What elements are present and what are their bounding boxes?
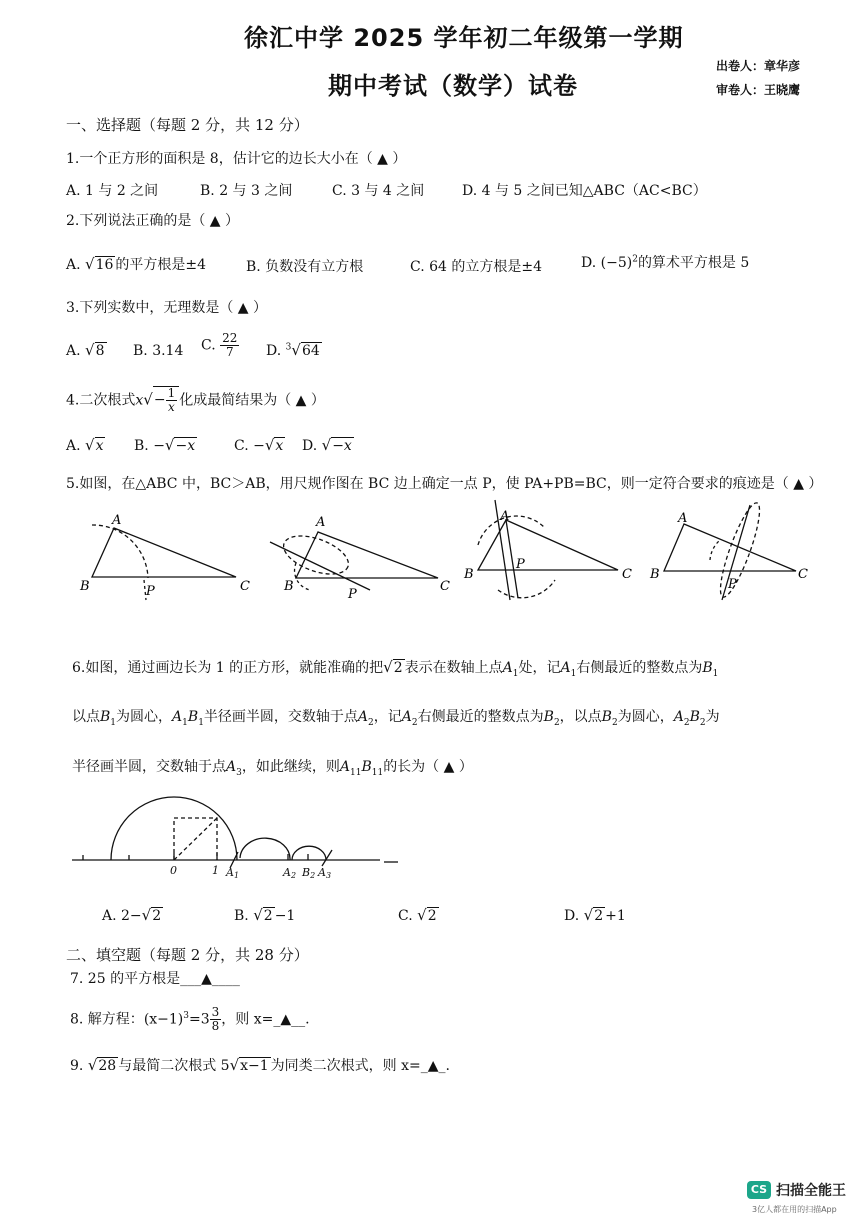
q3-option-d: D. $^3$√64	[266, 341, 320, 359]
q3-option-c: C. $\frac{22}{7}$	[201, 331, 238, 359]
q9-stem: 9. √28 与最简二次根式 5√x−1 为同类二次根式，则 x=_▲_.	[70, 1056, 450, 1074]
exam-title-line2: 期中考试（数学）试卷	[328, 72, 578, 100]
section1-title: 一、选择题（每题 2 分，共 12 分）	[66, 116, 309, 134]
camscanner-name: 扫描全能王	[776, 1183, 846, 1199]
q5-fig3-label-a: A	[500, 509, 510, 524]
q7-stem: 7. 25 的平方根是___▲____	[70, 971, 240, 987]
q6-option-d: D. √2 +1	[564, 906, 626, 924]
q5-fig2-label-c: C	[440, 579, 450, 594]
q8-stem: 8. 解方程：$(x-1)^3=3$ $\frac{3}{8}$ ，则 x=_▲__.	[70, 1005, 310, 1033]
q5-fig3-label-p: P	[516, 557, 525, 572]
q4-option-a: A. √x	[66, 436, 104, 454]
q2-option-b: B. 负数没有立方根	[246, 259, 364, 275]
q3-stem: 3.下列实数中，无理数是（ ▲ ）	[66, 300, 268, 316]
q5-fig3-label-b: B	[464, 567, 474, 582]
q5-fig2-label-a: A	[316, 515, 326, 530]
q5-fig4-label-a: A	[678, 511, 688, 526]
q5-fig4-label-p: P	[728, 577, 737, 592]
q5-fig4-label-c: C	[798, 567, 808, 582]
q4-stem: 4.二次根式x√− $\frac{1}{x}$ 化成最简结果为（ ▲ ）	[66, 386, 325, 414]
camscanner-logo-icon: CS	[747, 1181, 771, 1199]
q4-option-b: B. −√−x	[134, 436, 196, 454]
q5-fig2-label-p: P	[348, 587, 357, 602]
q1-option-d: D. 4 与 5 之间已知△ABC（AC<BC）	[462, 183, 707, 199]
q6-line1: 6.如图，通过画边长为 1 的正方形，就能准确的把√2 表示在数轴上点$A_1$处，记$A_1$右侧最近的整数点为$B_1$	[72, 658, 719, 679]
section2-title: 二、填空题（每题 2 分，共 28 分）	[66, 946, 309, 964]
q3-option-b: B. 3.14	[133, 343, 184, 359]
q4-option-c: C. −√x	[234, 436, 284, 454]
q6-line3: 半径画半圆，交数轴于点$A_3$，如此继续，则$A_{11}B_{11}$的长为（ ▲ ）	[72, 759, 473, 778]
q3-option-a: A. √8	[66, 341, 105, 359]
q2-option-a: A. √16 的平方根是±4	[66, 255, 207, 273]
q6-label-b2: B2	[302, 866, 316, 880]
camscanner-tagline: 3亿人都在用的扫描App	[752, 1205, 837, 1214]
q5-fig3-label-c: C	[622, 567, 632, 582]
q5-fig4-label-b: B	[650, 567, 660, 582]
q6-semicircle-3	[292, 846, 326, 860]
q1-option-a: A. 1 与 2 之间	[66, 183, 159, 199]
q5-fig1-label-a: A	[112, 513, 122, 528]
q6-line2: 以点$B_1$为圆心，$A_1B_1$半径画半圆，交数轴于点$A_2$，记$A_2$右侧最近的整数点为$B_2$，以点$B_2$为圆心，$A_2B_2$为	[72, 709, 720, 728]
reviewer-name: 王晓鹰	[764, 83, 801, 97]
q1-option-c: C. 3 与 4 之间	[332, 183, 425, 199]
q5-stem: 5.如图，在△ABC 中，BC＞AB，用尺规作图在 BC 边上确定一点 P，使 PA+PB=BC，则一定符合要求的痕迹是（ ▲ ）	[66, 476, 823, 492]
q1-stem: 1.一个正方形的面积是 8，估计它的边长大小在（ ▲ ）	[66, 151, 407, 167]
q2-stem: 2.下列说法正确的是（ ▲ ）	[66, 213, 240, 229]
q6-label-a2: A2	[283, 866, 297, 880]
q5-fig2-label-b: B	[284, 579, 294, 594]
author-label: 出卷人：	[716, 59, 765, 73]
q6-semicircle-2	[240, 838, 290, 860]
q5-fig1-label-c: C	[240, 579, 250, 594]
q6-axis-0: 0	[170, 864, 177, 877]
q6-option-c: C. √2	[398, 906, 437, 924]
q2-option-d: D. $(-5)^2$的算术平方根是 5	[581, 254, 750, 271]
q6-label-a1: A1	[226, 866, 240, 880]
q6-axis-1: 1	[212, 864, 219, 877]
q4-option-d: D. √−x	[302, 436, 352, 454]
q5-fig1-label-p: P	[146, 584, 155, 599]
reviewer-label: 审卷人：	[716, 83, 765, 97]
exam-title-line1: 徐汇中学 2025 学年初二年级第一学期	[244, 24, 684, 52]
q6-label-a3: A3	[318, 866, 332, 880]
author-name: 章华彦	[764, 59, 801, 73]
q6-option-b: B. √2 −1	[234, 906, 296, 924]
q2-option-c: C. 64 的立方根是±4	[410, 259, 543, 275]
q6-option-a: A. 2−√2	[102, 906, 162, 924]
q5-fig1-label-b: B	[80, 579, 90, 594]
q1-option-b: B. 2 与 3 之间	[200, 183, 293, 199]
